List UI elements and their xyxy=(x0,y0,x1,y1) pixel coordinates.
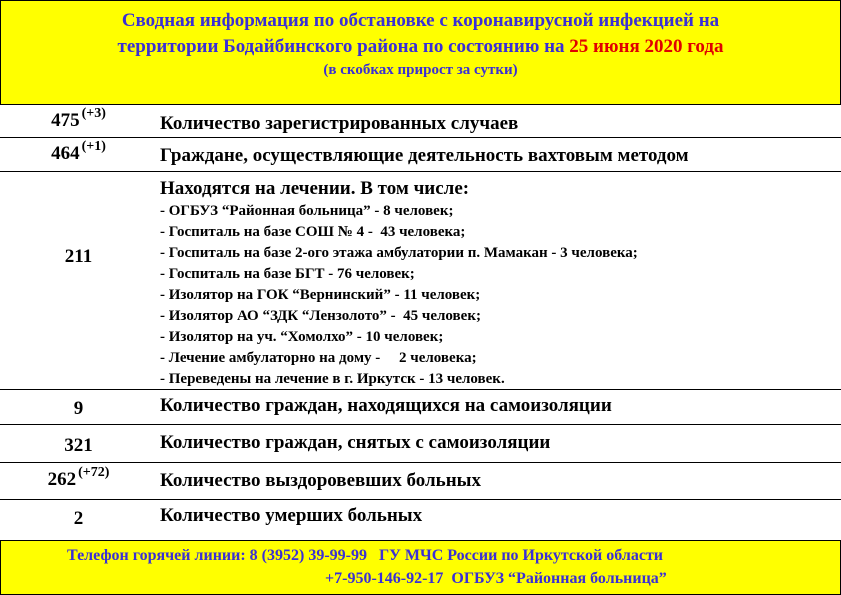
row-label: Количество граждан, снятых с самоизоляции xyxy=(160,432,551,453)
list-item: - Госпиталь на базе СОШ № 4 - 43 человека; xyxy=(160,224,466,240)
header-title-line1: Сводная информация по обстановке с коронавирусной инфекцией на xyxy=(121,10,720,31)
table-row-under-treatment xyxy=(0,172,841,390)
list-item: - Изолятор на уч. “Хомолхо” - 10 человек; xyxy=(160,329,444,345)
value-number: 321 xyxy=(64,435,93,456)
row-value xyxy=(0,465,157,491)
list-item: - Госпиталь на базе БГТ - 76 человек; xyxy=(160,266,415,282)
row-label: Количество выздоровевших больных xyxy=(160,470,481,491)
list-item: - Изолятор на ГОК “Вернинский” - 11 человек; xyxy=(160,287,481,303)
header-note: (в скобках прирост за сутки) xyxy=(323,62,518,78)
row-value xyxy=(0,106,157,132)
report-date: 25 июня 2020 года xyxy=(569,36,724,57)
hotline-line2: +7-950-146-92-17 ОГБУЗ “Районная больница” xyxy=(325,570,667,587)
value-delta: (+1) xyxy=(81,139,106,154)
list-item: - Госпиталь на базе 2-ого этажа амбулатории п. Мамакан - 3 человека; xyxy=(160,245,638,261)
list-item: - Переведены на лечение в г. Иркутск - 13 человек. xyxy=(160,371,505,387)
list-item: - Лечение амбулаторно на дому - 2 человека; xyxy=(160,350,477,366)
hotline-footer xyxy=(0,540,841,595)
value-number: 211 xyxy=(64,246,93,267)
row-value xyxy=(0,139,157,165)
value-number: 2 xyxy=(73,508,84,529)
row-label: Количество граждан, находящихся на самоизоляции xyxy=(160,395,612,416)
table-row-shift-workers xyxy=(0,138,841,172)
header-title-line2 xyxy=(1,34,840,60)
row-value xyxy=(0,398,157,420)
value-delta: (+3) xyxy=(81,106,106,121)
table-row-self-isolation xyxy=(0,390,841,425)
row-value xyxy=(0,508,157,530)
row-label: Граждане, осуществляющие деятельность вахтовым методом xyxy=(160,145,689,166)
table-row-registered xyxy=(0,105,841,138)
value-number: 464 xyxy=(51,143,80,164)
report-header xyxy=(0,0,841,105)
row-value xyxy=(0,435,157,457)
value-delta: (+72) xyxy=(78,465,110,480)
table-row-recovered xyxy=(0,463,841,500)
header-title-prefix: территории Бодайбинского района по состоянию на xyxy=(117,36,565,57)
row-label: Количество умерших больных xyxy=(160,505,423,526)
row-label: Количество зарегистрированных случаев xyxy=(160,113,519,134)
row-value xyxy=(0,246,157,268)
table-row-deceased xyxy=(0,500,841,538)
list-item: - ОГБУЗ “Районная больница” - 8 человек; xyxy=(160,203,454,219)
value-number: 262 xyxy=(47,469,77,490)
row-label: Находятся на лечении. В том числе: xyxy=(160,178,470,199)
hotline-line1: Телефон горячей линии: 8 (3952) 39-99-99 ГУ МЧС России по Иркутской области xyxy=(67,547,664,564)
list-item: - Изолятор АО “ЗДК “Лензолото” - 45 человек; xyxy=(160,308,481,324)
value-number: 9 xyxy=(73,398,84,419)
table-row-released-isolation xyxy=(0,425,841,463)
treatment-breakdown-list xyxy=(160,201,638,390)
value-number: 475 xyxy=(51,110,80,131)
